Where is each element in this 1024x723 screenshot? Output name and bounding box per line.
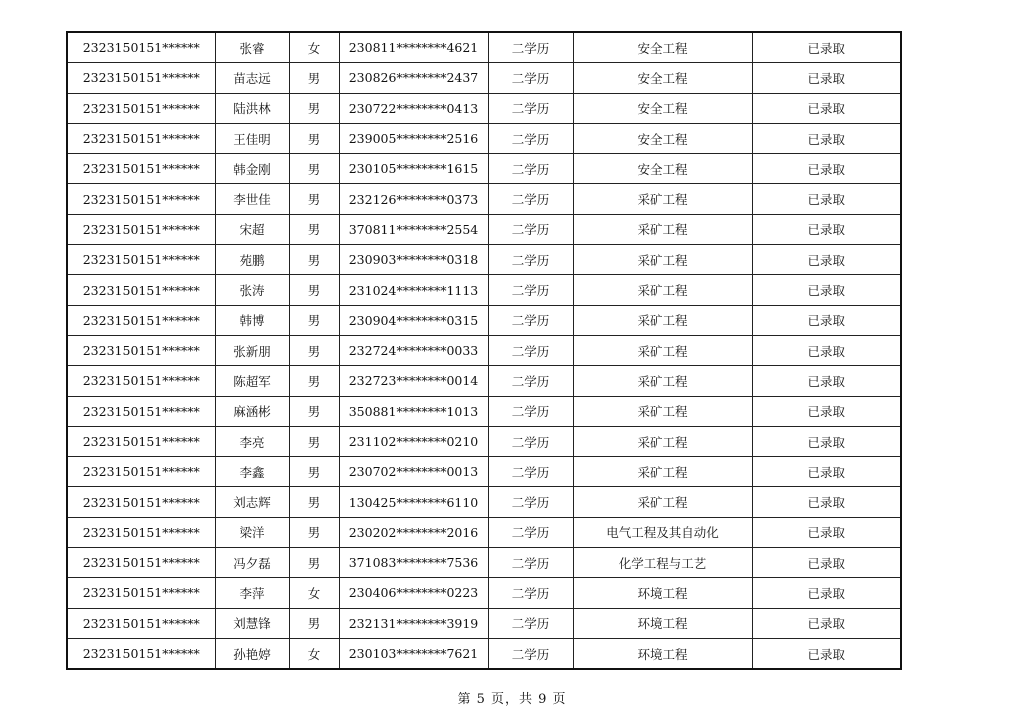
- gender-cell: 男: [289, 123, 339, 153]
- student-id-cell: 2323150151******: [67, 426, 215, 456]
- table-row: [67, 305, 901, 335]
- education-cell: 二学历: [488, 426, 573, 456]
- table-row: [67, 184, 901, 214]
- id-card-cell: 230811********4621: [339, 32, 488, 63]
- name-cell: 张涛: [215, 275, 289, 305]
- education-cell: 二学历: [488, 548, 573, 578]
- student-id-cell: 2323150151******: [67, 63, 215, 93]
- major-cell: 环境工程: [573, 638, 752, 669]
- id-card-cell: 350881********1013: [339, 396, 488, 426]
- table-row: [67, 517, 901, 547]
- major-cell: 采矿工程: [573, 487, 752, 517]
- name-cell: 李亮: [215, 426, 289, 456]
- name-cell: 陆洪林: [215, 93, 289, 123]
- major-cell: 采矿工程: [573, 245, 752, 275]
- education-cell: 二学历: [488, 63, 573, 93]
- major-cell: 采矿工程: [573, 184, 752, 214]
- status-cell: 已录取: [752, 275, 901, 305]
- education-cell: 二学历: [488, 608, 573, 638]
- education-cell: 二学历: [488, 487, 573, 517]
- name-cell: 麻涵彬: [215, 396, 289, 426]
- education-cell: 二学历: [488, 32, 573, 63]
- table-row: [67, 335, 901, 365]
- major-cell: 环境工程: [573, 608, 752, 638]
- student-id-cell: 2323150151******: [67, 548, 215, 578]
- gender-cell: 男: [289, 93, 339, 123]
- table-row: [67, 608, 901, 638]
- table-row: [67, 426, 901, 456]
- table-row: [67, 366, 901, 396]
- id-card-cell: 239005********2516: [339, 123, 488, 153]
- education-cell: 二学历: [488, 366, 573, 396]
- education-cell: 二学历: [488, 184, 573, 214]
- table-row: [67, 396, 901, 426]
- name-cell: 李世佳: [215, 184, 289, 214]
- id-card-cell: 230903********0318: [339, 245, 488, 275]
- gender-cell: 男: [289, 214, 339, 244]
- major-cell: 安全工程: [573, 32, 752, 63]
- major-cell: 采矿工程: [573, 396, 752, 426]
- status-cell: 已录取: [752, 426, 901, 456]
- major-cell: 安全工程: [573, 154, 752, 184]
- major-cell: 采矿工程: [573, 366, 752, 396]
- education-cell: 二学历: [488, 335, 573, 365]
- id-card-cell: 230722********0413: [339, 93, 488, 123]
- major-cell: 环境工程: [573, 578, 752, 608]
- name-cell: 苗志远: [215, 63, 289, 93]
- table-row: [67, 154, 901, 184]
- student-id-cell: 2323150151******: [67, 305, 215, 335]
- status-cell: 已录取: [752, 245, 901, 275]
- major-cell: 采矿工程: [573, 426, 752, 456]
- table-row: [67, 214, 901, 244]
- major-cell: 采矿工程: [573, 457, 752, 487]
- name-cell: 韩金刚: [215, 154, 289, 184]
- table-row: [67, 93, 901, 123]
- student-id-cell: 2323150151******: [67, 154, 215, 184]
- name-cell: 刘志辉: [215, 487, 289, 517]
- major-cell: 采矿工程: [573, 335, 752, 365]
- id-card-cell: 230202********2016: [339, 517, 488, 547]
- major-cell: 采矿工程: [573, 214, 752, 244]
- table-row: [67, 457, 901, 487]
- status-cell: 已录取: [752, 548, 901, 578]
- gender-cell: 男: [289, 63, 339, 93]
- name-cell: 张睿: [215, 32, 289, 63]
- student-id-cell: 2323150151******: [67, 214, 215, 244]
- name-cell: 李鑫: [215, 457, 289, 487]
- education-cell: 二学历: [488, 305, 573, 335]
- name-cell: 冯夕磊: [215, 548, 289, 578]
- student-id-cell: 2323150151******: [67, 638, 215, 669]
- status-cell: 已录取: [752, 578, 901, 608]
- student-id-cell: 2323150151******: [67, 184, 215, 214]
- status-cell: 已录取: [752, 32, 901, 63]
- status-cell: 已录取: [752, 184, 901, 214]
- status-cell: 已录取: [752, 517, 901, 547]
- status-cell: 已录取: [752, 214, 901, 244]
- gender-cell: 男: [289, 517, 339, 547]
- table-row: [67, 275, 901, 305]
- id-card-cell: 232131********3919: [339, 608, 488, 638]
- gender-cell: 男: [289, 275, 339, 305]
- education-cell: 二学历: [488, 214, 573, 244]
- gender-cell: 男: [289, 457, 339, 487]
- admission-table-body: [67, 32, 901, 669]
- status-cell: 已录取: [752, 305, 901, 335]
- student-id-cell: 2323150151******: [67, 487, 215, 517]
- student-id-cell: 2323150151******: [67, 123, 215, 153]
- student-id-cell: 2323150151******: [67, 608, 215, 638]
- education-cell: 二学历: [488, 275, 573, 305]
- id-card-cell: 230826********2437: [339, 63, 488, 93]
- status-cell: 已录取: [752, 93, 901, 123]
- student-id-cell: 2323150151******: [67, 396, 215, 426]
- status-cell: 已录取: [752, 154, 901, 184]
- gender-cell: 男: [289, 396, 339, 426]
- gender-cell: 男: [289, 608, 339, 638]
- gender-cell: 男: [289, 184, 339, 214]
- status-cell: 已录取: [752, 123, 901, 153]
- student-id-cell: 2323150151******: [67, 275, 215, 305]
- gender-cell: 女: [289, 32, 339, 63]
- gender-cell: 男: [289, 426, 339, 456]
- status-cell: 已录取: [752, 487, 901, 517]
- id-card-cell: 130425********6110: [339, 487, 488, 517]
- name-cell: 李萍: [215, 578, 289, 608]
- status-cell: 已录取: [752, 396, 901, 426]
- name-cell: 王佳明: [215, 123, 289, 153]
- education-cell: 二学历: [488, 517, 573, 547]
- id-card-cell: 371083********7536: [339, 548, 488, 578]
- education-cell: 二学历: [488, 93, 573, 123]
- status-cell: 已录取: [752, 457, 901, 487]
- id-card-cell: 230406********0223: [339, 578, 488, 608]
- id-card-cell: 230702********0013: [339, 457, 488, 487]
- id-card-cell: 231102********0210: [339, 426, 488, 456]
- gender-cell: 男: [289, 487, 339, 517]
- education-cell: 二学历: [488, 457, 573, 487]
- table-row: [67, 578, 901, 608]
- major-cell: 安全工程: [573, 63, 752, 93]
- table-row: [67, 487, 901, 517]
- gender-cell: 男: [289, 366, 339, 396]
- table-row: [67, 123, 901, 153]
- id-card-cell: 232723********0014: [339, 366, 488, 396]
- table-row: [67, 548, 901, 578]
- name-cell: 韩博: [215, 305, 289, 335]
- name-cell: 陈超军: [215, 366, 289, 396]
- status-cell: 已录取: [752, 335, 901, 365]
- admission-table: [66, 31, 902, 670]
- gender-cell: 男: [289, 245, 339, 275]
- gender-cell: 男: [289, 548, 339, 578]
- gender-cell: 女: [289, 578, 339, 608]
- status-cell: 已录取: [752, 638, 901, 669]
- name-cell: 刘慧锋: [215, 608, 289, 638]
- table-row: [67, 638, 901, 669]
- gender-cell: 男: [289, 305, 339, 335]
- education-cell: 二学历: [488, 154, 573, 184]
- student-id-cell: 2323150151******: [67, 245, 215, 275]
- education-cell: 二学历: [488, 396, 573, 426]
- id-card-cell: 230103********7621: [339, 638, 488, 669]
- student-id-cell: 2323150151******: [67, 335, 215, 365]
- major-cell: 安全工程: [573, 123, 752, 153]
- id-card-cell: 232724********0033: [339, 335, 488, 365]
- major-cell: 采矿工程: [573, 305, 752, 335]
- major-cell: 电气工程及其自动化: [573, 517, 752, 547]
- education-cell: 二学历: [488, 123, 573, 153]
- id-card-cell: 232126********0373: [339, 184, 488, 214]
- student-id-cell: 2323150151******: [67, 517, 215, 547]
- education-cell: 二学历: [488, 245, 573, 275]
- id-card-cell: 231024********1113: [339, 275, 488, 305]
- page-number-footer: 第 5 页，共 9 页: [457, 692, 567, 707]
- student-id-cell: 2323150151******: [67, 366, 215, 396]
- table-row: [67, 245, 901, 275]
- student-id-cell: 2323150151******: [67, 578, 215, 608]
- student-id-cell: 2323150151******: [67, 32, 215, 63]
- major-cell: 安全工程: [573, 93, 752, 123]
- status-cell: 已录取: [752, 608, 901, 638]
- major-cell: 化学工程与工艺: [573, 548, 752, 578]
- table-row: [67, 32, 901, 63]
- gender-cell: 女: [289, 638, 339, 669]
- status-cell: 已录取: [752, 63, 901, 93]
- table-row: [67, 63, 901, 93]
- name-cell: 宋超: [215, 214, 289, 244]
- id-card-cell: 230904********0315: [339, 305, 488, 335]
- status-cell: 已录取: [752, 366, 901, 396]
- id-card-cell: 370811********2554: [339, 214, 488, 244]
- major-cell: 采矿工程: [573, 275, 752, 305]
- gender-cell: 男: [289, 335, 339, 365]
- name-cell: 梁洋: [215, 517, 289, 547]
- student-id-cell: 2323150151******: [67, 457, 215, 487]
- education-cell: 二学历: [488, 578, 573, 608]
- name-cell: 张新朋: [215, 335, 289, 365]
- id-card-cell: 230105********1615: [339, 154, 488, 184]
- name-cell: 苑鹏: [215, 245, 289, 275]
- name-cell: 孙艳婷: [215, 638, 289, 669]
- student-id-cell: 2323150151******: [67, 93, 215, 123]
- education-cell: 二学历: [488, 638, 573, 669]
- gender-cell: 男: [289, 154, 339, 184]
